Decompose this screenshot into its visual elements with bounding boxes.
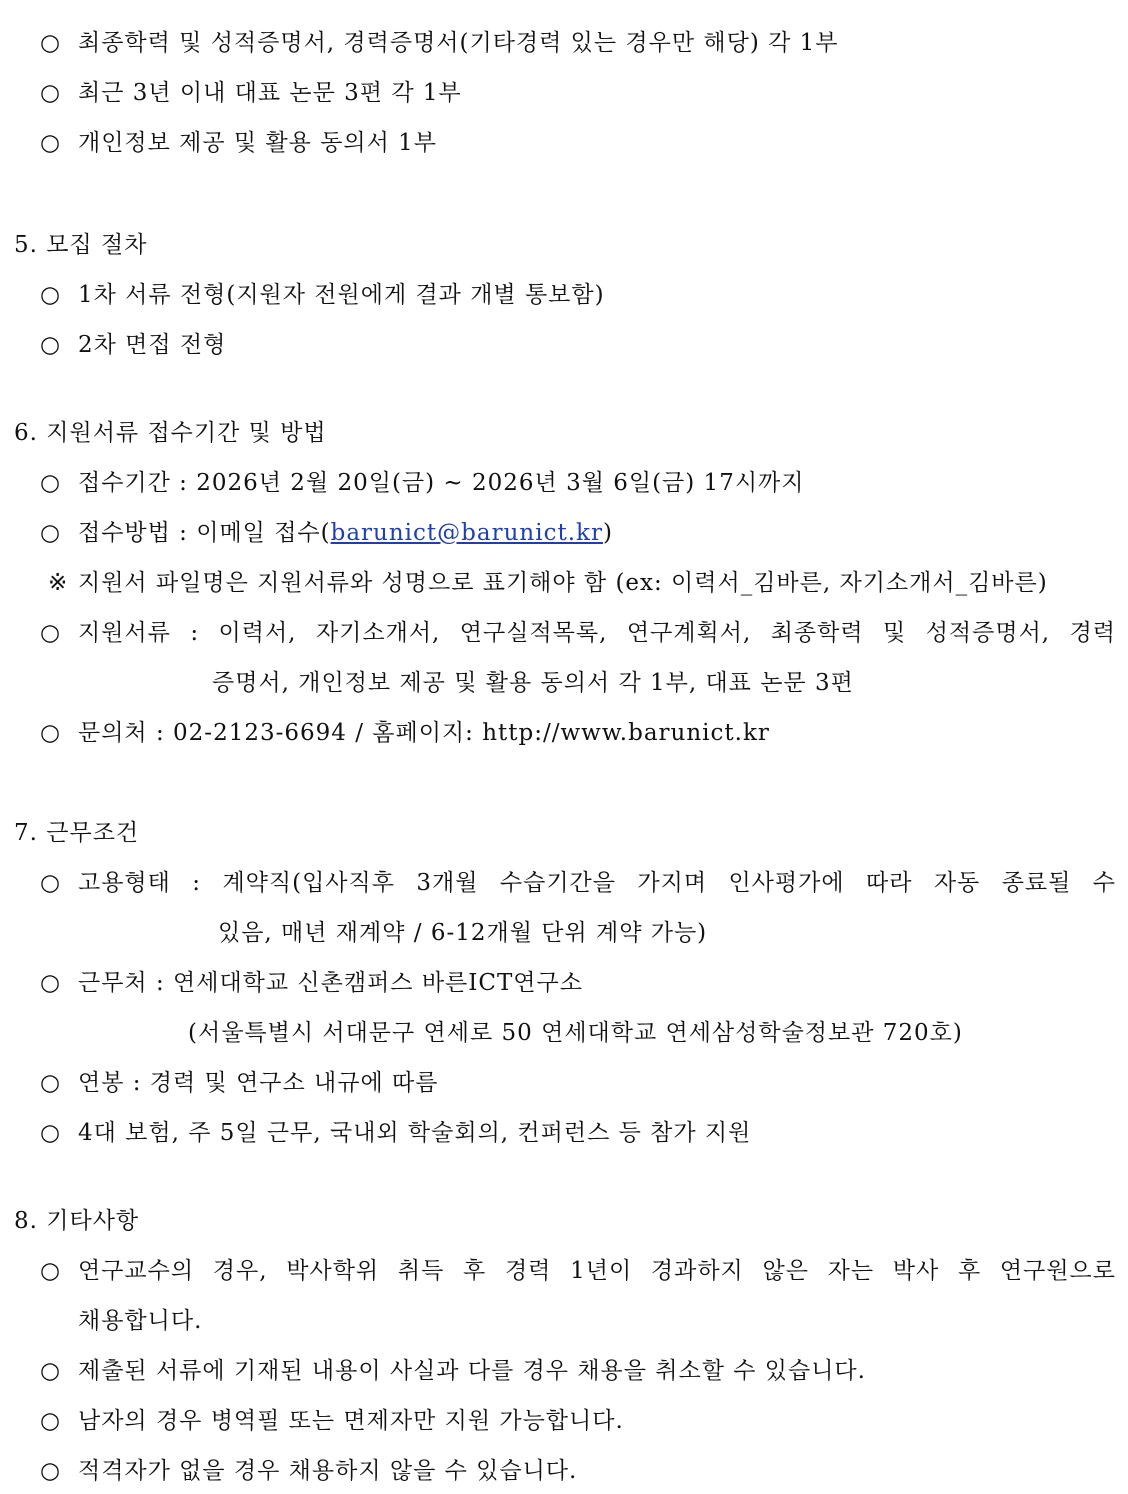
list-item-text: 2차 면접 전형 <box>78 332 227 358</box>
bullet-icon: ○ <box>40 970 62 996</box>
list-item-text: 적격자가 없을 경우 채용하지 않을 수 있습니다. <box>78 1458 578 1484</box>
bullet-icon: ○ <box>40 720 62 746</box>
workplace-address: (서울특별시 서대문구 연세로 50 연세대학교 연세삼성학술정보관 720호) <box>188 1020 963 1046</box>
bullet-icon: ○ <box>40 1458 62 1484</box>
list-item <box>40 78 1116 108</box>
section-heading-working-conditions: 7. 근무조건 <box>14 820 140 846</box>
section-heading-application: 6. 지원서류 접수기간 및 방법 <box>14 420 327 446</box>
list-item-text: 1차 서류 전형(지원자 전원에게 결과 개별 통보함) <box>78 282 605 308</box>
required-documents: 지원서류 : 이력서, 자기소개서, 연구실적목록, 연구계획서, 최종학력 및 성적증명서, 경력 <box>78 620 1116 646</box>
bullet-icon: ○ <box>40 520 62 546</box>
list-item-text: 제출된 서류에 기재된 내용이 사실과 다를 경우 채용을 취소할 수 있습니다. <box>78 1358 866 1384</box>
list-item <box>40 968 1116 998</box>
list-item <box>40 518 1116 548</box>
salary: 연봉 : 경력 및 연구소 내규에 따름 <box>78 1070 439 1096</box>
list-item-text: 남자의 경우 병역필 또는 면제자만 지원 가능합니다. <box>78 1408 624 1434</box>
list-item <box>40 1406 1116 1436</box>
file-name-note <box>48 568 1118 598</box>
bullet-icon: ○ <box>40 1070 62 1096</box>
list-item <box>40 1118 1116 1148</box>
application-method-prefix: 접수방법 : 이메일 접수( <box>78 520 331 546</box>
bullet-icon: ○ <box>40 130 62 156</box>
list-item-text: 연구교수의 경우, 박사학위 취득 후 경력 1년이 경과하지 않은 자는 박사 후 연구원으로 <box>78 1258 1116 1284</box>
bullet-icon: ○ <box>40 80 62 106</box>
list-item <box>40 1356 1116 1386</box>
bullet-icon: ○ <box>40 1120 62 1146</box>
section-heading-recruitment-procedure: 5. 모집 절차 <box>14 232 148 258</box>
section-heading-other: 8. 기타사항 <box>14 1208 140 1234</box>
employment-type: 고용형태 : 계약직(입사직후 3개월 수습기간을 가지며 인사평가에 따라 자동 종료될 수 <box>78 870 1116 896</box>
bullet-icon: ○ <box>40 1358 62 1384</box>
employment-type-continued: 있음, 매년 재계약 / 6-12개월 단위 계약 가능) <box>218 920 708 946</box>
list-item-text: 최근 3년 이내 대표 논문 3편 각 1부 <box>78 80 462 106</box>
list-item <box>40 618 1116 648</box>
list-item-text: 최종학력 및 성적증명서, 경력증명서(기타경력 있는 경우만 해당) 각 1부 <box>78 30 839 56</box>
application-method-suffix: ) <box>602 520 613 546</box>
list-item <box>40 1256 1116 1286</box>
reference-mark-icon: ※ <box>48 570 69 596</box>
list-item <box>40 1456 1116 1486</box>
bullet-icon: ○ <box>40 1408 62 1434</box>
list-item <box>40 868 1116 898</box>
application-method <box>78 518 613 548</box>
list-item <box>40 128 1116 158</box>
bullet-icon: ○ <box>40 332 62 358</box>
required-documents-continued: 증명서, 개인정보 제공 및 활용 동의서 각 1부, 대표 논문 3편 <box>212 670 854 696</box>
benefits: 4대 보험, 주 5일 근무, 국내외 학술회의, 컨퍼런스 등 참가 지원 <box>78 1120 752 1146</box>
list-item-continued: 채용합니다. <box>78 1308 203 1334</box>
contact-info: 문의처 : 02-2123-6694 / 홈페이지: http://www.barunict.kr <box>78 720 770 746</box>
list-item-text: 개인정보 제공 및 활용 동의서 1부 <box>78 130 438 156</box>
list-item <box>40 718 1116 748</box>
list-item <box>40 330 1116 360</box>
list-item <box>40 280 1116 310</box>
bullet-icon: ○ <box>40 870 62 896</box>
bullet-icon: ○ <box>40 30 62 56</box>
bullet-icon: ○ <box>40 1258 62 1284</box>
list-item <box>40 468 1116 498</box>
email-link[interactable]: barunict@barunict.kr <box>330 520 603 546</box>
bullet-icon: ○ <box>40 470 62 496</box>
note-text: 지원서 파일명은 지원서류와 성명으로 표기해야 함 (ex: 이력서_김바른, 자기소개서_김바른) <box>78 570 1048 596</box>
workplace: 근무처 : 연세대학교 신촌캠퍼스 바른ICT연구소 <box>78 970 583 996</box>
list-item <box>40 28 1116 58</box>
application-period: 접수기간 : 2026년 2월 20일(금) ~ 2026년 3월 6일(금) 17시까지 <box>78 470 805 496</box>
list-item <box>40 1068 1116 1098</box>
bullet-icon: ○ <box>40 282 62 308</box>
bullet-icon: ○ <box>40 620 62 646</box>
